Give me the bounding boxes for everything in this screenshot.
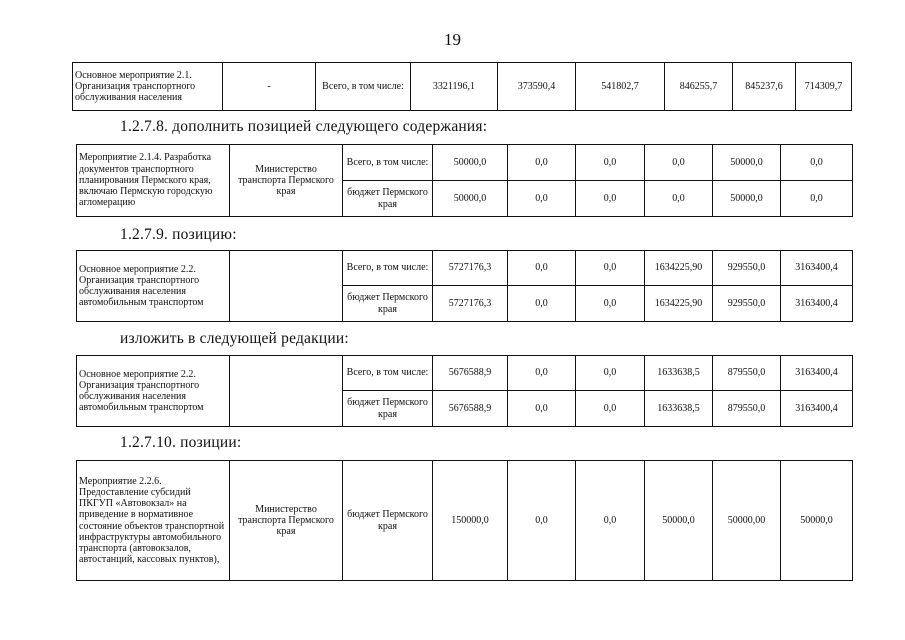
funding-label: бюджет Пермского края <box>343 286 433 322</box>
value-cell: 929550,0 <box>713 286 781 322</box>
responsible: Министерство транспорта Пермского края <box>230 145 343 217</box>
table-main-event-2-2-old <box>76 250 853 322</box>
funding-label: Всего, в том числе: <box>343 356 433 391</box>
value-cell: 50000,0 <box>645 461 713 581</box>
responsible: Министерство транспорта Пермского края <box>230 461 343 581</box>
value-cell: 3163400,4 <box>781 286 853 322</box>
event-name: Основное мероприятие 2.1. Организация транспортного обслуживания населения <box>73 63 223 111</box>
value-cell: 0,0 <box>781 145 853 181</box>
value-cell: 1633638,5 <box>645 391 713 427</box>
event-name: Мероприятие 2.1.4. Разработка документов транспортного планирования Пермского края, включаю Пермскую городскую агломерацию <box>77 145 230 217</box>
value-cell: 5676588,9 <box>433 356 508 391</box>
value-cell: 5676588,9 <box>433 391 508 427</box>
value-cell: 3163400,4 <box>781 251 853 286</box>
value-cell: 0,0 <box>508 356 576 391</box>
value-cell: 0,0 <box>576 356 645 391</box>
value-cell: 0,0 <box>576 181 645 217</box>
responsible <box>230 356 343 427</box>
funding-label: Всего, в том числе: <box>316 63 411 111</box>
section-heading: изложить в следующей редакции: <box>120 330 349 347</box>
value-cell: 0,0 <box>781 181 853 217</box>
value-cell: 0,0 <box>645 145 713 181</box>
page-number: 19 <box>444 30 461 49</box>
value-cell: 0,0 <box>576 286 645 322</box>
value-cell: 50000,0 <box>781 461 853 581</box>
section-heading: 1.2.7.10. позиции: <box>120 434 242 451</box>
value-cell: 373590,4 <box>498 63 576 111</box>
value-cell: 879550,0 <box>713 356 781 391</box>
value-cell: 0,0 <box>508 391 576 427</box>
section-heading: 1.2.7.8. дополнить позицией следующего содержания: <box>120 118 488 135</box>
value-cell: 845237,6 <box>733 63 796 111</box>
value-cell: 50000,0 <box>713 145 781 181</box>
value-cell: 5727176,3 <box>433 286 508 322</box>
value-cell: 1634225,90 <box>645 286 713 322</box>
value-cell: 0,0 <box>576 145 645 181</box>
value-cell: 846255,7 <box>665 63 733 111</box>
value-cell: 879550,0 <box>713 391 781 427</box>
table-main-event-2-2-new <box>76 355 853 427</box>
table-main-event-2-1 <box>72 62 852 111</box>
value-cell: 3321196,1 <box>411 63 498 111</box>
value-cell: 3163400,4 <box>781 391 853 427</box>
value-cell: 714309,7 <box>796 63 852 111</box>
value-cell: 0,0 <box>576 251 645 286</box>
value-cell: 50000,0 <box>433 181 508 217</box>
responsible: - <box>223 63 316 111</box>
event-name: Мероприятие 2.2.6. Предоставление субсидий ПКГУП «Автовокзал» на приведение в нормативное состояние объектов транспортной инфраструктуры автомобильного транспорта (автовокзалов, автостанций, кассовых пунктов), <box>77 461 230 581</box>
value-cell: 0,0 <box>576 461 645 581</box>
section-heading: 1.2.7.9. позицию: <box>120 226 237 243</box>
value-cell: 0,0 <box>508 286 576 322</box>
value-cell: 0,0 <box>576 391 645 427</box>
value-cell: 50000,0 <box>433 145 508 181</box>
value-cell: 1634225,90 <box>645 251 713 286</box>
value-cell: 0,0 <box>508 181 576 217</box>
value-cell: 1633638,5 <box>645 356 713 391</box>
event-name: Основное мероприятие 2.2. Организация транспортного обслуживания населения автомобильным транспортом <box>77 356 230 427</box>
table-event-2-1-4 <box>76 144 853 217</box>
value-cell: 929550,0 <box>713 251 781 286</box>
value-cell: 0,0 <box>508 461 576 581</box>
value-cell: 0,0 <box>508 145 576 181</box>
value-cell: 3163400,4 <box>781 356 853 391</box>
event-name: Основное мероприятие 2.2. Организация транспортного обслуживания населения автомобильным транспортом <box>77 251 230 322</box>
value-cell: 50000,0 <box>713 181 781 217</box>
value-cell: 541802,7 <box>576 63 665 111</box>
funding-label: бюджет Пермского края <box>343 391 433 427</box>
value-cell: 0,0 <box>645 181 713 217</box>
funding-label: бюджет Пермского края <box>343 461 433 581</box>
funding-label: Всего, в том числе: <box>343 251 433 286</box>
funding-label: бюджет Пермского края <box>343 181 433 217</box>
value-cell: 50000,00 <box>713 461 781 581</box>
value-cell: 0,0 <box>508 251 576 286</box>
funding-label: Всего, в том числе: <box>343 145 433 181</box>
table-event-2-2-6 <box>76 460 853 581</box>
responsible <box>230 251 343 322</box>
value-cell: 5727176,3 <box>433 251 508 286</box>
value-cell: 150000,0 <box>433 461 508 581</box>
